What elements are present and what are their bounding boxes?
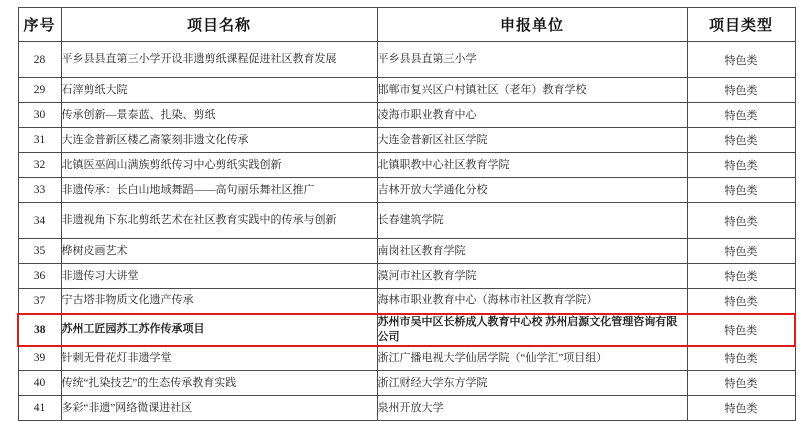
cell-declaring-unit: 大连金普新区社区学院 (377, 128, 687, 153)
cell-project-type: 特色类 (687, 289, 795, 314)
cell-declaring-unit: 邯郸市复兴区户村镇社区（老年）教育学校 (377, 78, 687, 103)
cell-project-name: 非遗传习大讲堂 (61, 264, 377, 289)
table-row (18, 371, 795, 396)
table-row (18, 42, 795, 78)
cell-no: 40 (18, 371, 61, 396)
cell-project-name: 平乡县县直第三小学开设非遗剪纸课程促进社区教育发展 (61, 42, 377, 78)
table-row (18, 203, 795, 239)
cell-declaring-unit: 浙江财经大学东方学院 (377, 371, 687, 396)
table-row (18, 128, 795, 153)
table-row (18, 346, 795, 371)
cell-project-type: 特色类 (687, 396, 795, 421)
table-header-row (18, 8, 795, 42)
cell-no: 33 (18, 178, 61, 203)
cell-project-name: 宁古塔非物质文化遗产传承 (61, 289, 377, 314)
table-row (18, 178, 795, 203)
cell-no: 39 (18, 346, 61, 371)
cell-no: 38 (18, 314, 61, 346)
cell-project-name: 针刺无骨花灯非遗学堂 (61, 346, 377, 371)
cell-declaring-unit: 海林市职业教育中心（海林市社区教育学院） (377, 289, 687, 314)
column-header-project-type: 项目类型 (687, 8, 795, 42)
cell-declaring-unit: 凌海市职业教育中心 (377, 103, 687, 128)
table-row (18, 289, 795, 314)
table-row-highlighted (18, 314, 795, 346)
cell-no: 41 (18, 396, 61, 421)
cell-project-name: 大连金普新区楼乙斋篆刻非遗文化传承 (61, 128, 377, 153)
cell-project-type: 特色类 (687, 264, 795, 289)
cell-no: 32 (18, 153, 61, 178)
cell-project-name: 传统“扎染技艺”的生态传承教育实践 (61, 371, 377, 396)
table-body (18, 42, 795, 421)
cell-project-name: 苏州工匠园苏工苏作传承项目 (61, 314, 377, 346)
cell-project-type: 特色类 (687, 153, 795, 178)
table-row (18, 264, 795, 289)
cell-declaring-unit: 浙江广播电视大学仙居学院（“仙学汇”项目组） (377, 346, 687, 371)
table-row (18, 239, 795, 264)
cell-declaring-unit: 平乡县县直第三小学 (377, 42, 687, 78)
table-row (18, 153, 795, 178)
cell-declaring-unit: 漠河市社区教育学院 (377, 264, 687, 289)
cell-no: 34 (18, 203, 61, 239)
cell-no: 37 (18, 289, 61, 314)
cell-project-name: 传承创新—景泰蓝、扎染、剪纸 (61, 103, 377, 128)
cell-no: 35 (18, 239, 61, 264)
cell-project-type: 特色类 (687, 346, 795, 371)
cell-project-name: 北镇医巫闾山满族剪纸传习中心剪纸实践创新 (61, 153, 377, 178)
cell-no: 28 (18, 42, 61, 78)
cell-project-type: 特色类 (687, 128, 795, 153)
cell-declaring-unit: 苏州市吴中区长桥成人教育中心校 苏州启源文化管理咨询有限公司 (377, 314, 687, 346)
cell-project-type: 特色类 (687, 103, 795, 128)
cell-project-type: 特色类 (687, 78, 795, 103)
cell-declaring-unit: 南岗社区教育学院 (377, 239, 687, 264)
cell-project-name: 多彩“非遗”网络微课进社区 (61, 396, 377, 421)
table-row (18, 103, 795, 128)
table-row (18, 396, 795, 421)
cell-project-type: 特色类 (687, 178, 795, 203)
cell-declaring-unit: 长春建筑学院 (377, 203, 687, 239)
project-table (17, 7, 796, 421)
cell-project-type: 特色类 (687, 371, 795, 396)
table-row (18, 78, 795, 103)
project-table-container (17, 7, 794, 421)
column-header-declaring-unit: 申报单位 (377, 8, 687, 42)
table-header (18, 8, 795, 42)
cell-project-type: 特色类 (687, 239, 795, 264)
column-header-project-name: 项目名称 (61, 8, 377, 42)
cell-project-type: 特色类 (687, 42, 795, 78)
cell-declaring-unit: 吉林开放大学通化分校 (377, 178, 687, 203)
column-header-no: 序号 (18, 8, 61, 42)
cell-project-name: 石滓剪纸大院 (61, 78, 377, 103)
cell-project-name: 非遗传承：长白山地域舞蹈——高句丽乐舞社区推广 (61, 178, 377, 203)
cell-project-name: 桦树皮画艺术 (61, 239, 377, 264)
cell-project-type: 特色类 (687, 203, 795, 239)
cell-declaring-unit: 泉州开放大学 (377, 396, 687, 421)
cell-no: 36 (18, 264, 61, 289)
cell-no: 31 (18, 128, 61, 153)
cell-no: 30 (18, 103, 61, 128)
cell-project-name: 非遗视角下东北剪纸艺术在社区教育实践中的传承与创新 (61, 203, 377, 239)
cell-declaring-unit: 北镇职教中心社区教育学院 (377, 153, 687, 178)
cell-project-type: 特色类 (687, 314, 795, 346)
cell-no: 29 (18, 78, 61, 103)
